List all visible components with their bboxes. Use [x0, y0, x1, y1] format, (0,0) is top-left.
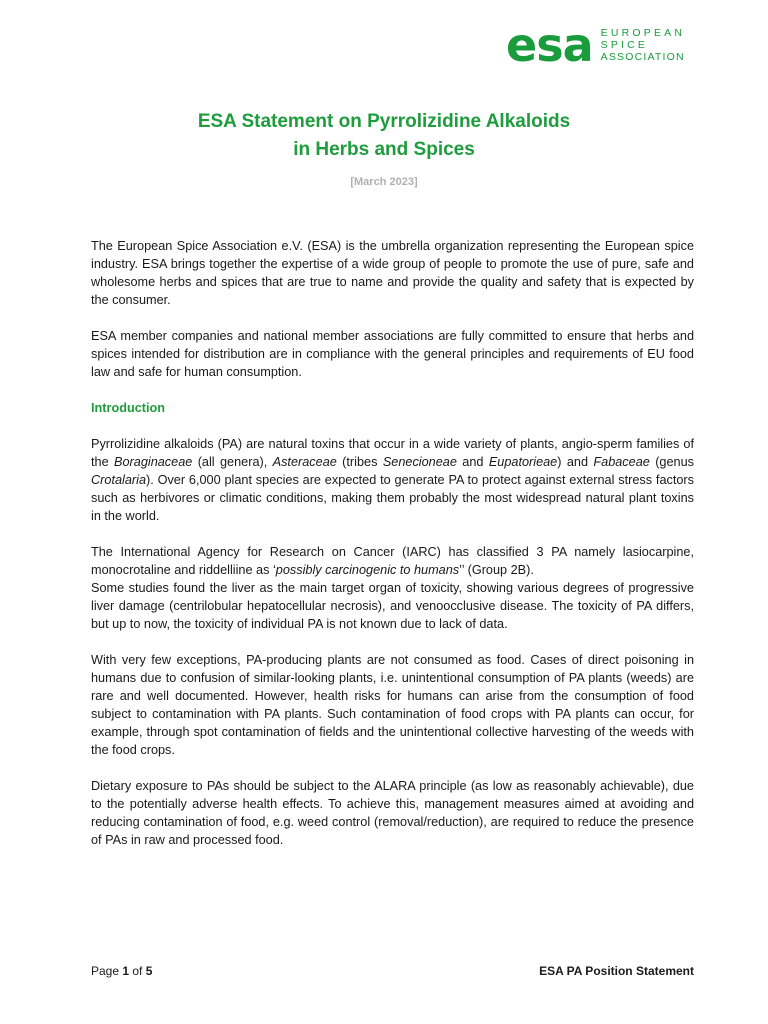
- text-run: ) and: [557, 455, 594, 469]
- document-date: [March 2023]: [350, 176, 418, 188]
- page-total: 5: [145, 964, 153, 978]
- text-run: (tribes: [336, 455, 383, 469]
- italic-term: Boraginaceae: [114, 455, 193, 469]
- italic-term: Fabaceae: [593, 455, 650, 469]
- italic-term: Senecioneae: [382, 455, 457, 469]
- document-body: [91, 237, 694, 849]
- esa-logo: [506, 18, 686, 72]
- paragraph-liver-toxicity: Some studies found the liver as the main target organ of toxicity, showing various degrees of progressive liver damage (centrilobular hepatocellular necrosis), and venoocclusive disease. The toxicity of PA differs, but up to now, the toxicity of individual PA is not known due to lack of data.: [91, 581, 694, 631]
- page-footer: [91, 964, 694, 978]
- page-prefix: Page: [91, 964, 123, 978]
- text-run: ’’ (Group 2B).: [459, 563, 534, 577]
- italic-term: Eupatorieae: [488, 455, 558, 469]
- italic-term: possibly carcinogenic to humans: [275, 563, 460, 577]
- paragraph-pa-definition: [91, 435, 694, 525]
- text-run: Pyrrolizidine alkaloids (PA) are natural toxins that occur in a wide variety of plants, angio-sperm families of the: [91, 437, 694, 469]
- logo-line-2: SPICE: [600, 39, 649, 51]
- paragraph-members: ESA member companies and national member associations are fully committed to ensure that herbs and spices intended for distribution are in compliance with the general principles and requirements of EU food law and safe for human consumption.: [91, 329, 694, 379]
- page-current: 1: [122, 964, 130, 978]
- text-run: and: [456, 455, 489, 469]
- italic-term: Crotalaria: [91, 473, 146, 487]
- section-heading-introduction: Introduction: [91, 401, 165, 415]
- text-run: The International Agency for Research on Cancer (IARC) has classified 3 PA namely lasiocarpine, monocrotaline and riddelliine as ‘: [91, 545, 694, 577]
- text-run: ). Over 6,000 plant species are expected to generate PA to protect against external stress factors such as herbivores or climatic conditions, making them probably the most widespread natural plant toxins in the world.: [91, 473, 694, 523]
- page-number: [91, 964, 152, 978]
- italic-term: Asteraceae: [272, 455, 337, 469]
- footer-doc-title: ESA PA Position Statement: [539, 964, 694, 978]
- logo-wordmark: [601, 27, 686, 63]
- paragraph-iarc: [91, 543, 694, 579]
- title-line-2: in Herbs and Spices: [293, 139, 475, 160]
- logo-mark: esa: [506, 18, 593, 72]
- logo-line-3: ASSOCIATION: [600, 51, 685, 63]
- page-separator: of: [129, 964, 146, 978]
- title-line-1: ESA Statement on Pyrrolizidine Alkaloids: [197, 111, 571, 132]
- text-run: (all genera),: [192, 455, 273, 469]
- text-run: (genus: [649, 455, 694, 469]
- paragraph-poisoning: With very few exceptions, PA-producing plants are not consumed as food. Cases of direct poisoning in humans due to confusion of similar-looking plants, i.e. unintentional consumption of PA plants (weeds) are rare and well documented. However, health risks for humans can arise from the consumption of food subject to contamination with PA plants. Such contamination of food crops with PA plants can occur, for example, through spot contamination of fields and the unintentional collective harvesting of the weeds with the food crops.: [91, 653, 694, 757]
- logo-line-1: EUROPEAN: [600, 27, 686, 39]
- paragraph-esa-intro: The European Spice Association e.V. (ESA) is the umbrella organization representing the European spice industry. ESA brings together the expertise of a wide group of people to promote the use of pure, safe and wholesome herbs and spices that are true to name and provide the quality and safety that is expected by the consumer.: [91, 239, 694, 307]
- paragraph-alara: Dietary exposure to PAs should be subject to the ALARA principle (as low as reasonably achievable), due to the potentially adverse health effects. To achieve this, management measures aimed at avoiding and reducing contamination of food, e.g. weed control (removal/reduction), are required to reduce the presence of PAs in raw and processed food.: [91, 779, 694, 847]
- document-title: [0, 108, 768, 164]
